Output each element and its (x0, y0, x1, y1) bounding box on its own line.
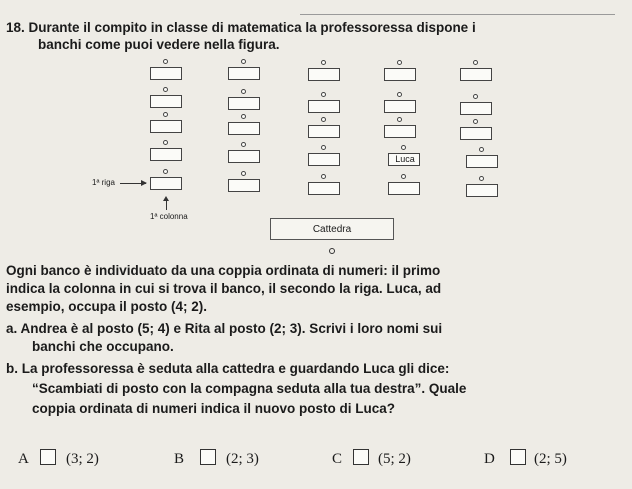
desk-c1-r5[interactable] (150, 67, 182, 80)
teacher-desk-label: Cattedra (312, 223, 352, 235)
desk-c2-r3[interactable] (228, 122, 260, 135)
row-label: 1ª riga (92, 178, 115, 187)
desk-c5-r5[interactable] (460, 68, 492, 81)
desk-c3-r1[interactable] (308, 182, 340, 195)
part-b-line3: coppia ordinata di numeri indica il nuovo posto di Luca? (32, 401, 396, 416)
desk-c3-r4[interactable] (308, 100, 340, 113)
desk-c1-r1[interactable] (150, 177, 182, 190)
text-line1: Ogni banco è individuato da una coppia ordinata di numeri: il primo (6, 263, 441, 278)
part-b-line2: “Scambiati di posto con la compagna seduta alla tua destra”. Quale (32, 381, 467, 396)
problem-number: 18. (6, 20, 25, 35)
desk-c5-r1[interactable] (466, 184, 498, 197)
chair-c4-r1 (401, 174, 406, 179)
option-b-checkbox[interactable] (200, 449, 216, 465)
chair-c3-r5 (321, 60, 326, 65)
row-arrow (120, 183, 146, 184)
option-c-checkbox[interactable] (353, 449, 369, 465)
chair-c3-r1 (321, 174, 326, 179)
column-arrow (166, 200, 167, 210)
chair-c1-r4 (163, 87, 168, 92)
luca-label: Luca (395, 154, 415, 164)
text-line2: indica la colonna in cui si trova il banco, il secondo la riga. Luca, ad (6, 281, 442, 296)
desk-c2-r2[interactable] (228, 150, 260, 163)
chair-c4-r3 (397, 117, 402, 122)
desk-c5-r2[interactable] (466, 155, 498, 168)
option-d-value: (2; 5) (534, 451, 567, 467)
part-b-line1: b. La professoressa è seduta alla cattedra e guardando Luca gli dice: (6, 361, 450, 376)
option-c-value: (5; 2) (378, 451, 411, 467)
desk-c2-r4[interactable] (228, 97, 260, 110)
chair-c5-r1 (479, 176, 484, 181)
chair-c2-r5 (241, 59, 246, 64)
desk-c3-r3[interactable] (308, 125, 340, 138)
desk-c3-r2[interactable] (308, 153, 340, 166)
desk-c4-r4[interactable] (384, 100, 416, 113)
chair-c5-r5 (473, 60, 478, 65)
option-b-value: (2; 3) (226, 451, 259, 467)
part-a-line2: banchi che occupano. (32, 339, 174, 354)
desk-c5-r3[interactable] (460, 127, 492, 140)
option-a-value: (3; 2) (66, 451, 99, 467)
desk-c3-r5[interactable] (308, 68, 340, 81)
chair-c2-r3 (241, 114, 246, 119)
chair-c5-r3 (473, 119, 478, 124)
desk-c5-r4[interactable] (460, 102, 492, 115)
desk-c1-r3[interactable] (150, 120, 182, 133)
problem-heading (6, 20, 476, 35)
problem-intro-line1: Durante il compito in classe di matematica la professoressa dispone i (28, 20, 476, 35)
option-d-checkbox[interactable] (510, 449, 526, 465)
chair-c3-r3 (321, 117, 326, 122)
chair-c3-r4 (321, 92, 326, 97)
desk-c2-r5[interactable] (228, 67, 260, 80)
chair-c2-r4 (241, 89, 246, 94)
option-a-letter: A (18, 451, 29, 467)
chair-c5-r2 (479, 147, 484, 152)
chair-c5-r4 (473, 94, 478, 99)
desk-c4-r5[interactable] (384, 68, 416, 81)
chair-c4-r4 (397, 92, 402, 97)
teacher-desk (270, 218, 394, 240)
problem-intro-line2: banchi come puoi vedere nella figura. (38, 37, 280, 52)
chair-c4-r5 (397, 60, 402, 65)
option-a-checkbox[interactable] (40, 449, 56, 465)
desk-c2-r1[interactable] (228, 179, 260, 192)
desk-c1-r4[interactable] (150, 95, 182, 108)
option-c-letter: C (332, 451, 343, 467)
column-label: 1ª colonna (150, 212, 188, 221)
chair-c1-r2 (163, 140, 168, 145)
chair-c1-r1 (163, 169, 168, 174)
chair-c4-r2 (401, 145, 406, 150)
chair-c2-r1 (241, 171, 246, 176)
teacher-seat (329, 248, 335, 254)
chair-c3-r2 (321, 145, 326, 150)
desk-c4-r3[interactable] (384, 125, 416, 138)
top-rule (300, 14, 615, 15)
desk-c4-r1[interactable] (388, 182, 420, 195)
option-b-letter: B (174, 451, 185, 467)
chair-c1-r3 (163, 112, 168, 117)
desk-c4-r2[interactable] (388, 153, 420, 166)
chair-c2-r2 (241, 142, 246, 147)
option-d-letter: D (484, 451, 495, 467)
chair-c1-r5 (163, 59, 168, 64)
part-a-line1: a. Andrea è al posto (5; 4) e Rita al posto (2; 3). Scrivi i loro nomi sui (6, 321, 443, 336)
desk-c1-r2[interactable] (150, 148, 182, 161)
text-line3: esempio, occupa il posto (4; 2). (6, 299, 208, 314)
